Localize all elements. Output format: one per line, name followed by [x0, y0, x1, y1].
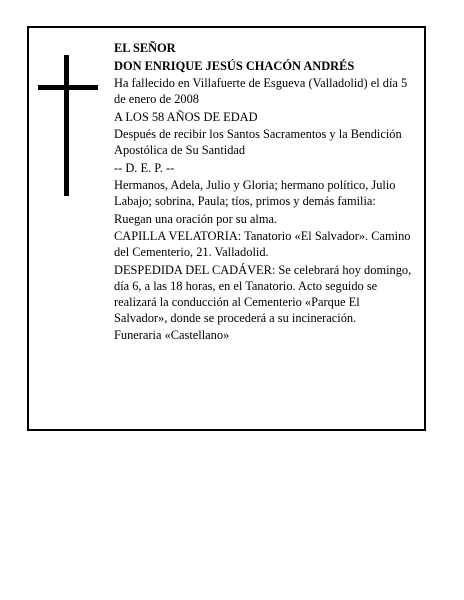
- notice-title: EL SEÑOR: [114, 41, 176, 55]
- deceased-name: DON ENRIQUE JESÚS CHACÓN ANDRÉS: [114, 58, 355, 73]
- farewell-ceremony: DESPEDIDA DEL CADÁVER: Se celebrará hoy domingo, día 6, a las 18 horas, en el Tanatorio. Acto seguido se realizará la conducción al Cementerio «Parque El Salvador», donde se procederá a su incineración.: [114, 262, 412, 325]
- funeral-home: Funeraria «Castellano»: [114, 328, 230, 342]
- cross-icon: [38, 55, 98, 196]
- death-announcement: Ha fallecido en Villafuerte de Esgueva (Valladolid) el día 5 de enero de 2008: [114, 76, 408, 106]
- prayer-request: Ruegan una oración por su alma.: [114, 211, 278, 226]
- obituary-text: [114, 40, 414, 345]
- cross-horizontal-bar: [38, 85, 98, 90]
- family-members: Hermanos, Adela, Julio y Gloria; hermano político, Julio Labajo; sobrina, Paula; tíos, primos y demás familia:: [114, 178, 396, 208]
- age-at-death: A LOS 58 AÑOS DE EDAD: [114, 109, 258, 124]
- funeral-chapel: CAPILLA VELATORIA: Tanatorio «El Salvador». Camino del Cementerio, 21. Valladolid.: [114, 229, 411, 259]
- sacraments-text: Después de recibir los Santos Sacramentos y la Bendición Apostólica de Su Santidad: [114, 127, 402, 157]
- cross-vertical-bar: [64, 55, 69, 196]
- rest-in-peace: -- D. E. P. --: [114, 160, 175, 175]
